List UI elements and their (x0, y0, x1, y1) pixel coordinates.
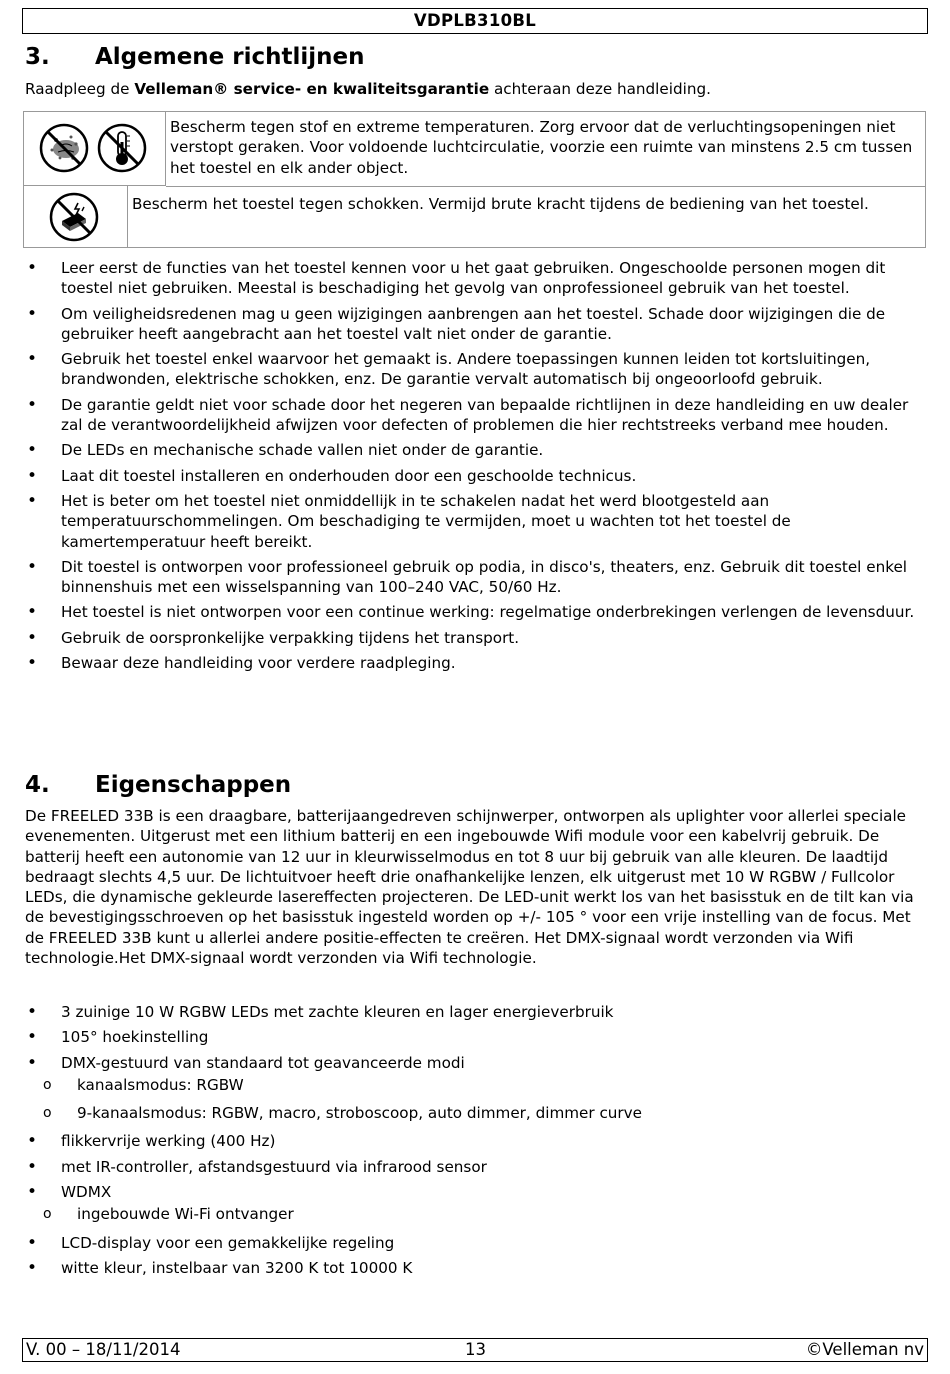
page-footer (22, 1338, 928, 1362)
feature-text: witte kleur, instelbaar van 3200 K tot 10000 K (61, 1258, 413, 1277)
list-item: • Dit toestel is ontworpen voor professioneel gebruik op podia, in disco's, theaters, enz. Gebruik dit toestel enkel binnenshuis met een wisselspanning van 100–240 VAC, 50/60 Hz. (25, 557, 928, 598)
feature-text: LCD-display voor een gemakkelijke regeling (61, 1233, 395, 1252)
feature-item (25, 1182, 928, 1225)
feature-item (25, 1258, 928, 1278)
warning-table (23, 111, 926, 248)
page-header (22, 8, 928, 34)
feature-text: flikkervrije werking (400 Hz) (61, 1132, 276, 1151)
list-item: • Het toestel is niet ontworpen voor een continue werking: regelmatige onderbrekingen verlengen de levensduur. (25, 602, 928, 622)
list-item: • Het is beter om het toestel niet onmiddellijk in te schakelen nadat het werd blootgesteld aan temperatuurschommelingen. Om beschadiging te vermijden, moet u wachten tot het toestel de kamertemperatuur heeft bereikt. (25, 491, 928, 552)
footer-version: V. 00 – 18/11/2014 (26, 1340, 181, 1359)
feature-item (25, 1157, 928, 1177)
section-4-paragraph: De FREELED 33B is een draagbare, batterijaangedreven schijnwerper, ontworpen als uplighter voor allerlei speciale evenementen. Uitgerust met een lithium batterij en een ingebouwde Wifi module voor een kabelvrij gebruik. De batterij heeft een autonomie van 12 uur in kleurwisselmodus en tot 8 uur bij gebruik van alle kleuren. De laadtijd bedraagt slechts 4,5 uur. De lichtuitvoer heeft drie onafhankelijke lenzen, elk uitgerust met 10 W RGBW / Fullcolor LEDs, die dynamische gekleurde lasereffecten projecteren. De LED-unit werkt los van het basisstuk en de tilt kan via de bevestigingsschroeven op het basisstuk ingesteld worden op +/- 105 ° voor een vrije instelling van de focus. Met de FREELED 33B kunt u allerlei andere positie-effecten te creëren. Het DMX-signaal wordt verzonden via Wifi technologie.Het DMX-signaal wordt verzonden via Wifi technologie. (25, 807, 914, 968)
feature-text: DMX-gestuurd van standaard tot geavanceerde modi (61, 1053, 465, 1072)
feature-item (25, 1131, 928, 1151)
section-3-intro (25, 79, 711, 99)
feature-text: met IR-controller, afstandsgestuurd via infrarood sensor (61, 1157, 487, 1176)
shock-warning-icon (48, 191, 100, 243)
section-3-title: Algemene richtlijnen (95, 44, 365, 70)
list-item: • Leer eerst de functies van het toestel kennen voor u het gaat gebruiken. Ongeschoolde personen mogen dit toestel niet gebruiken. Meestal is beschadiging het gevolg van onprofessioneel gebruik van het toestel. (25, 258, 928, 299)
list-item: • Bewaar deze handleiding voor verdere raadpleging. (25, 653, 928, 673)
feature-text: 3 zuinige 10 W RGBW LEDs met zachte kleuren en lager energieverbruik (61, 1003, 614, 1021)
section-3-heading (25, 44, 365, 70)
feature-item (25, 1053, 928, 1124)
section-3-number: 3. (25, 44, 50, 70)
intro-text-end: achteraan deze handleiding. (489, 80, 711, 98)
feature-sub-list (25, 1075, 928, 1124)
list-item: • Gebruik het toestel enkel waarvoor het gemaakt is. Andere toepassingen kunnen leiden tot kortsluitingen, brandwonden, elektrische schokken, enz. De garantie vervalt automatisch bij ongeoorloofd gebruik. (25, 349, 928, 390)
list-item: • Laat dit toestel installeren en onderhouden door een geschoolde technicus. (25, 466, 928, 486)
warning-text-shock: Bescherm het toestel tegen schokken. Vermijd brute kracht tijdens de bediening van het toestel. (132, 195, 869, 213)
section-4-heading (25, 772, 291, 798)
feature-text: 105° hoekinstelling (61, 1028, 209, 1047)
section-4-title: Eigenschappen (95, 772, 292, 798)
row-divider (166, 186, 926, 187)
feature-item (25, 1027, 928, 1047)
section-4-number: 4. (25, 772, 50, 798)
section-3-bullet-list (25, 258, 928, 678)
warning-icons-cell (24, 112, 166, 186)
list-item: • De garantie geldt niet voor schade door het negeren van bepaalde richtlijnen in deze handleiding en uw dealer zal de verantwoordelijkheid afwijzen voor defecten of problemen die hier rechtstreeks verband mee houden. (25, 395, 928, 436)
feature-sub-list (25, 1204, 928, 1224)
list-item: • De LEDs en mechanische schade vallen niet onder de garantie. (25, 440, 928, 460)
features-list (25, 1002, 928, 1283)
temperature-warning-icon (96, 122, 148, 174)
intro-bold: Velleman® service- en kwaliteitsgarantie (134, 80, 490, 98)
warning-text-dust: Bescherm tegen stof en extreme temperaturen. Zorg ervoor dat de verluchtingsopeningen niet verstopt geraken. Voor voldoende luchtcirculatie, voorzie een ruimte van minstens 2.5 cm tussen het toestel en elk ander object. (170, 118, 913, 177)
dust-warning-icon (38, 122, 90, 174)
feature-sub-item: o ingebouwde Wi-Fi ontvanger (25, 1204, 928, 1224)
list-item: • Om veiligheidsredenen mag u geen wijzigingen aanbrengen aan het toestel. Schade door wijzigingen die de gebruiker heeft aangebracht aan het toestel valt niet onder de garantie. (25, 304, 928, 345)
feature-sub-item: o 9-kanaalsmodus: RGBW, macro, stroboscoop, auto dimmer, dimmer curve (25, 1103, 928, 1123)
list-item: • Gebruik de oorspronkelijke verpakking tijdens het transport. (25, 628, 928, 648)
feature-item (25, 1002, 928, 1022)
footer-page-number: 13 (465, 1340, 486, 1359)
footer-copyright: ©Velleman nv (805, 1340, 924, 1359)
model-number: VDPLB310BL (413, 11, 537, 30)
feature-item (25, 1233, 928, 1253)
feature-text: WDMX (61, 1183, 112, 1202)
intro-text: Raadpleeg de (25, 80, 135, 98)
warning-shock-icon-cell (24, 186, 128, 248)
feature-sub-item: o kanaalsmodus: RGBW (25, 1075, 928, 1095)
